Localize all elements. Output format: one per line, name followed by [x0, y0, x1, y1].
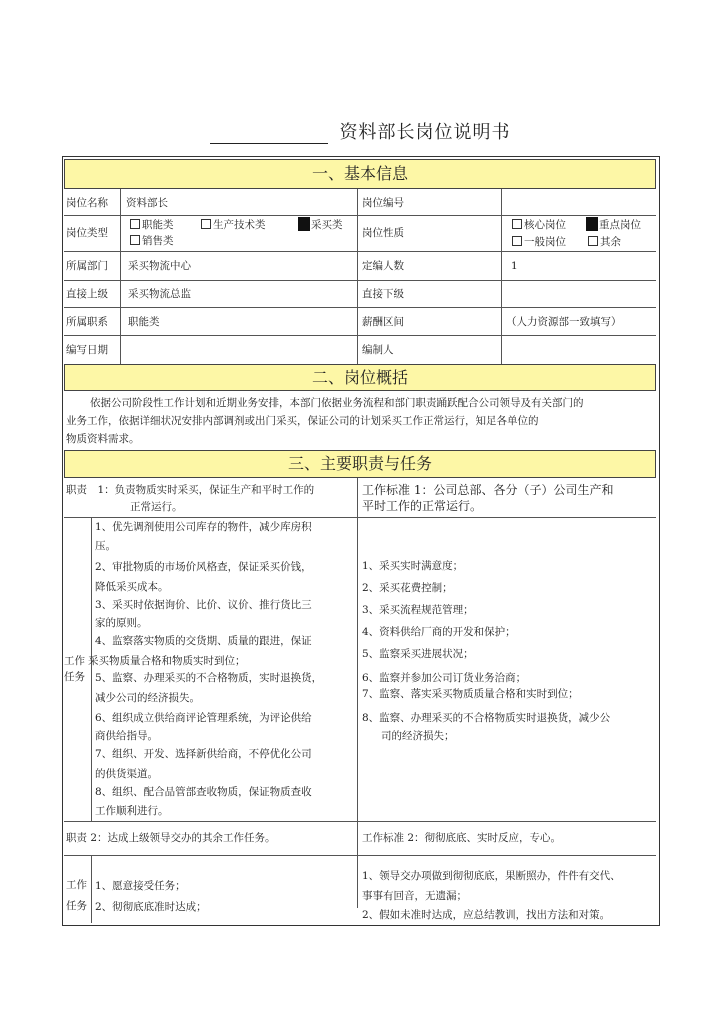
- overview-line-2: 业务工作，依据详细状况安排内部调剂或出门采买，保证公司的计划采买工作正常运行，知足各单位的: [66, 415, 539, 427]
- overview-line-3: 物质资料需求。: [66, 433, 140, 445]
- row-divider: [64, 251, 656, 252]
- list-item: 司的经济损失；: [381, 730, 455, 742]
- list-item: 5、监察采买进展状况；: [362, 648, 474, 660]
- label-department: 所属部门: [66, 260, 108, 272]
- list-item: 1、领导交办项做到彻彻底底，果断照办，件件有交代、: [362, 870, 621, 882]
- overview-line-1: 依据公司阶段性工作计划和近期业务安排，本部门依据业务流程和部门职责踊跃配合公司领导及有关部门的: [90, 397, 584, 409]
- list-item: 6、组织成立供给商评论管理系统，为评论供给: [95, 712, 312, 724]
- row-divider: [64, 855, 656, 856]
- duty1-standard-line2: 平时工作的正常运行。: [362, 499, 483, 513]
- duty2-title: 职责 2：达成上级领导交办的其余工作任务。: [66, 832, 276, 844]
- list-item: 2、假如未准时达成，应总结教训，找出方法和对策。: [362, 909, 611, 921]
- option-production-tech: 生产技术类: [201, 218, 266, 232]
- list-item: 1、愿意接受任务；: [95, 880, 186, 892]
- list-item: 压。: [95, 540, 116, 552]
- list-item: 7、组织、开发、选择新供给商，不停优化公司: [95, 748, 312, 760]
- option-sales: 销售类: [130, 234, 174, 248]
- checkbox-icon: [130, 235, 140, 245]
- list-item: 2、审批物质的市场价风格查，保证采买价钱，: [95, 561, 312, 573]
- section-duties: 三、主要职责与任务: [64, 450, 656, 478]
- checkbox-icon: [588, 236, 598, 246]
- checkbox-icon: [201, 219, 211, 229]
- list-item: 家的原则。: [95, 617, 148, 629]
- col-divider: [501, 189, 502, 364]
- list-item: 商供给指导。: [95, 730, 158, 742]
- value-position-name: 资料部长: [126, 197, 168, 209]
- list-item: 5、监察、办理采买的不合格物质，实时退换货，: [95, 672, 323, 684]
- checked-box-icon: [586, 217, 598, 231]
- duty1-title-line2: 正常运行。: [130, 501, 183, 513]
- list-item: 4、监察落实物质的交货期、质量的跟进，保证: [95, 635, 312, 647]
- title-blank-line: [210, 125, 328, 144]
- value-job-family: 职能类: [128, 316, 160, 328]
- option-general-position: 一般岗位: [512, 235, 566, 249]
- row-divider: [64, 215, 656, 216]
- label-direct-superior: 直接上级: [66, 288, 108, 300]
- list-item: 1、优先调剂使用公司库存的物件，减少库房积: [95, 521, 312, 533]
- row-divider: [64, 335, 656, 336]
- list-item: 1、采买实时满意度；: [362, 560, 464, 572]
- option-core-position: 核心岗位: [512, 218, 566, 232]
- label-position-nature: 岗位性质: [362, 227, 404, 239]
- list-item: 7、监察、落实采买物质质量合格和实时到位；: [362, 688, 579, 700]
- duty1-title-line1: 职责 1：负责物质实时采买，保证生产和平时工作的: [66, 484, 315, 496]
- list-item: 2、彻彻底底准时达成；: [95, 901, 207, 913]
- duty2-side-label-2: 任务: [66, 900, 87, 912]
- checkbox-icon: [130, 219, 140, 229]
- option-purchasing-selected: 采买类: [298, 217, 343, 232]
- duty1-side-label-2: 任务: [64, 671, 85, 683]
- list-item: 3、采买时依据询价、比价、议价、推行货比三: [95, 599, 312, 611]
- document-title: [0, 118, 720, 144]
- row-divider: [64, 517, 656, 518]
- checked-box-icon: [298, 217, 310, 231]
- col-divider: [91, 855, 92, 923]
- col-divider: [91, 517, 92, 821]
- list-item: 减少公司的经济损失。: [95, 692, 200, 704]
- label-salary-range: 薪酬区间: [362, 316, 404, 328]
- row-divider: [64, 307, 656, 308]
- list-item: 的供货渠道。: [95, 768, 158, 780]
- value-headcount: 1: [511, 260, 518, 272]
- col-divider: [357, 478, 358, 908]
- checkbox-icon: [512, 219, 522, 229]
- list-item: 工作顺利进行。: [95, 805, 169, 817]
- label-position-name: 岗位名称: [66, 197, 108, 209]
- row-divider: [64, 280, 656, 281]
- label-write-date: 编写日期: [66, 344, 108, 356]
- title-text: 资料部长岗位说明书: [339, 122, 511, 143]
- label-headcount: 定编人数: [362, 260, 404, 272]
- list-item: 6、监察并参加公司订货业务洽商；: [362, 672, 527, 684]
- label-author: 编制人: [362, 344, 394, 356]
- option-key-position-selected: 重点岗位: [586, 217, 641, 232]
- label-position-type: 岗位类型: [66, 227, 108, 239]
- list-item: 4、资料供给厂商的开发和保护；: [362, 626, 516, 638]
- label-job-family: 所属职系: [66, 316, 108, 328]
- list-item: 3、采买流程规范管理；: [362, 604, 474, 616]
- col-divider: [120, 189, 121, 364]
- section-basic-info: 一、基本信息: [64, 159, 656, 189]
- value-direct-superior: 采买物流总监: [128, 288, 191, 300]
- duty1-task-4-continued: 采买物质量合格和物质实时到位；: [88, 655, 246, 667]
- section-overview: 二、岗位概括: [64, 364, 656, 391]
- duty2-standard: 工作标准 2：彻彻底底、实时反应，专心。: [362, 832, 562, 844]
- label-direct-subordinate: 直接下级: [362, 288, 404, 300]
- value-salary-range: （人力资源部一致填写）: [506, 316, 622, 328]
- list-item: 事事有回音，无遗漏；: [362, 890, 467, 902]
- duty1-side-label-1: 工作: [64, 655, 85, 667]
- list-item: 2、采买花费控制；: [362, 582, 453, 594]
- duty2-side-label-1: 工作: [66, 879, 87, 891]
- list-item: 降低采买成本。: [95, 581, 169, 593]
- col-divider: [357, 189, 358, 364]
- option-other: 其余: [588, 235, 621, 249]
- list-item: 8、组织、配合品管部查收物质，保证物质查收: [95, 786, 312, 798]
- checkbox-icon: [512, 236, 522, 246]
- row-divider: [64, 821, 656, 822]
- option-functional: 职能类: [130, 218, 174, 232]
- value-department: 采买物流中心: [128, 260, 191, 272]
- label-position-code: 岗位编号: [362, 197, 404, 209]
- list-item: 8、监察、办理采买的不合格物质实时退换货，减少公: [362, 712, 611, 724]
- duty1-standard-line1: 工作标准 1：公司总部、各分（子）公司生产和: [362, 483, 614, 497]
